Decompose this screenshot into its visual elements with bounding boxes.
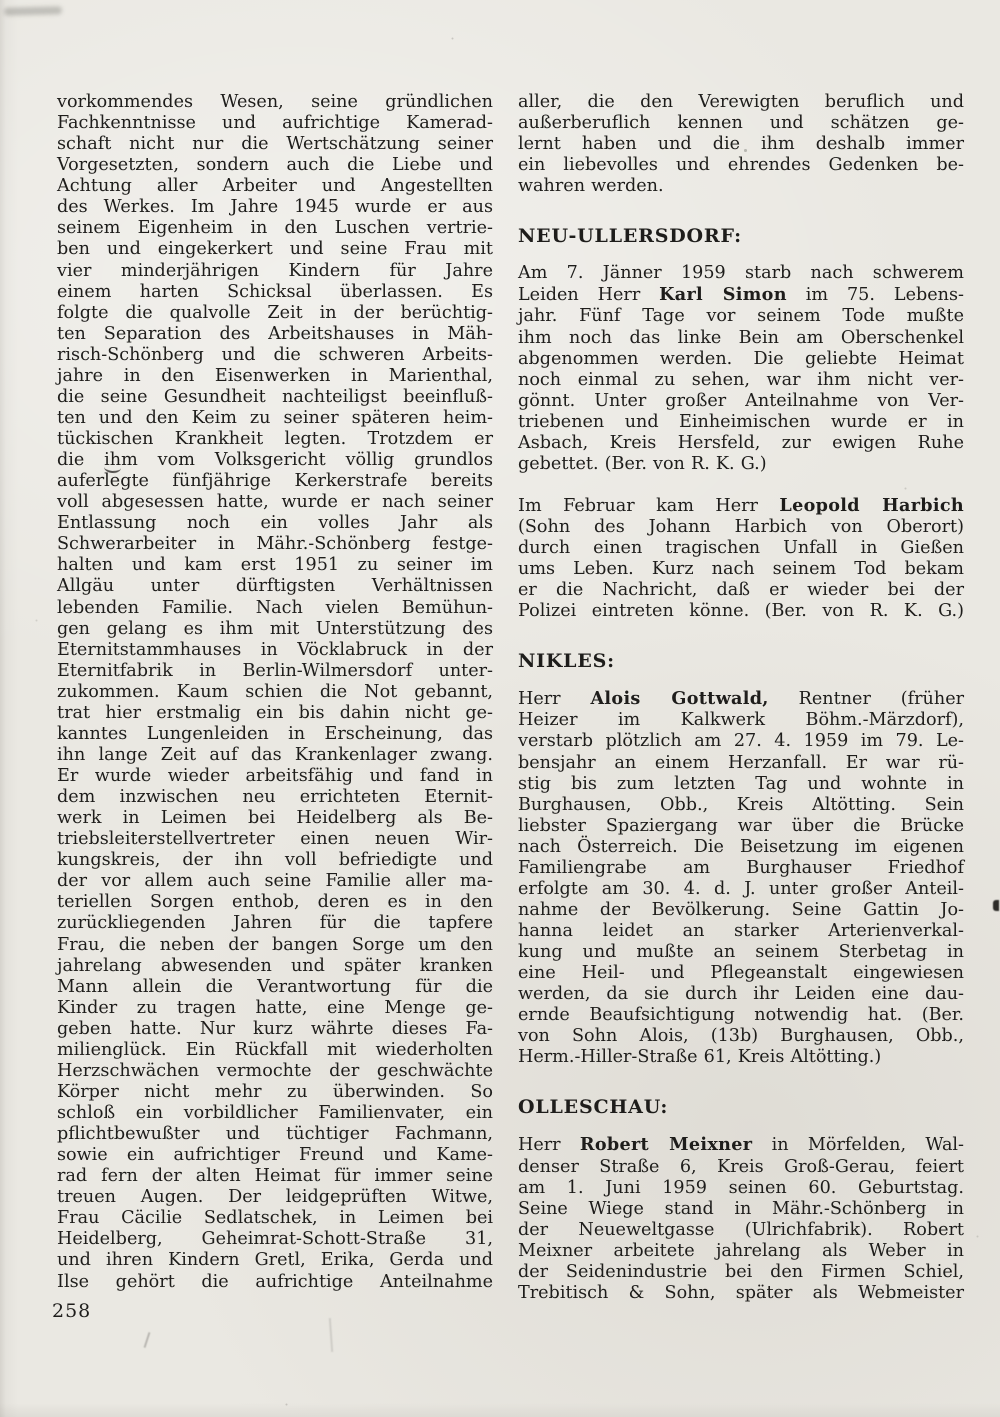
text-line: Körper nicht mehr zu überwinden. So bbox=[57, 1081, 493, 1102]
text-line: des Werkes. Im Jahre 1945 wurde er aus bbox=[57, 197, 493, 218]
text-line: halten und kam erst 1951 zu seiner im bbox=[57, 555, 493, 576]
text-line: vier minderjährigen Kindern für Jahre bbox=[57, 260, 493, 281]
text-line: Er wurde wieder arbeitsfähig und fand in bbox=[57, 766, 493, 786]
paragraph bbox=[518, 688, 964, 1068]
text-line: tückischen Krankheit legten. Trotzdem er bbox=[57, 429, 493, 449]
text-line: triebsleiterstellvertreter einen neuen Wir- bbox=[57, 829, 493, 850]
text-line: Familiengrabe am Burghauser Friedhof bbox=[518, 857, 964, 878]
section-heading-nikles: NIKLES: bbox=[518, 650, 615, 673]
paragraph bbox=[518, 263, 964, 475]
text-line: jahr. Fünf Tage vor seinem Tode mußte bbox=[518, 306, 964, 327]
text-line: Heidelberg, Geheimrat-Schott-Straße 31, bbox=[57, 1229, 493, 1250]
text-line: Leiden Herr Karl Simon im 75. Lebens- bbox=[518, 284, 964, 306]
text-line: dem inzwischen neu errichteten Eternit- bbox=[57, 787, 493, 808]
text-line: Vorgesetzten, sondern auch die Liebe und bbox=[57, 155, 493, 176]
text-line: Eternitstammhauses in Vöcklabruck in der bbox=[57, 639, 493, 660]
text-line: stig bis zum letzten Tag und wohnte in bbox=[518, 773, 964, 794]
text-line: kungskreis, der ihn voll befriedigte und bbox=[57, 850, 493, 871]
text-line: Mann allein die Verantwortung für die bbox=[57, 976, 493, 997]
text-line: Allgäu unter dürftigsten Verhältnissen bbox=[57, 576, 493, 597]
text-line: trat hier erstmalig ein bis dahin nicht ge- bbox=[57, 702, 493, 723]
text-line: gebettet. (Ber. von R. K. G.) bbox=[518, 453, 767, 474]
text-line: schloß ein vorbildlicher Familienvater, ein bbox=[57, 1103, 493, 1123]
text-line: zurückliegenden Jahren für die tapfere bbox=[57, 913, 493, 934]
text-line: Heizer im Kalkwerk Böhm.-Märzdorf), bbox=[518, 710, 964, 731]
text-line: außerberuflich kennen und schätzen ge- bbox=[518, 113, 964, 134]
text-line: triebenen und Einheimischen wurde er in bbox=[518, 411, 964, 432]
paragraph bbox=[518, 1134, 964, 1304]
scan-noise bbox=[0, 0, 1, 1]
text-line: nach Österreich. Die Beisetzung im eigenen bbox=[518, 836, 964, 857]
text-line: jahrelang abwesenden und später kranken bbox=[57, 955, 493, 976]
text-line: schaft nicht nur die Wertschätzung seiner bbox=[57, 134, 493, 155]
section-heading-neu-ullersdorf: NEU-ULLERSDORF: bbox=[518, 225, 742, 248]
paragraph bbox=[57, 92, 493, 1293]
text-line: Im Februar kam Herr Leopold Harbich bbox=[518, 494, 964, 516]
text-line: Schwerarbeiter in Mähr.-Schönberg festge- bbox=[57, 534, 493, 555]
text-line: ten und den Keim zu seiner späteren heim- bbox=[57, 407, 493, 428]
paragraph bbox=[518, 495, 964, 622]
text-line: lebenden Familie. Nach vielen Bemühun- bbox=[57, 597, 493, 618]
text-line: Polizei eintreten könne. (Ber. von R. K. G.) bbox=[518, 601, 964, 622]
text-line: der vor allem auch seine Familie aller ma- bbox=[57, 871, 493, 892]
text-line: lernt haben und die ihm deshalb immer bbox=[518, 134, 964, 155]
text-line: er die Nachricht, daß er wieder bei der bbox=[518, 580, 964, 601]
pencil-mark bbox=[144, 1332, 151, 1348]
text-line: eine Heil- und Pflegeanstalt eingewiesen bbox=[518, 963, 964, 984]
text-line: Herr Alois Gottwald, Rentner (früher bbox=[518, 688, 965, 710]
text-line: werden, da sie durch ihr Leiden eine dau- bbox=[518, 984, 964, 1005]
text-line: am 1. Juni 1959 seinen 60. Geburtstag. bbox=[518, 1177, 964, 1198]
text-line: teriellen Sorgen enthob, deren es in den bbox=[57, 892, 493, 913]
text-line: noch einmal zu sehen, war ihm nicht ver- bbox=[518, 369, 964, 390]
text-line: Entlassung noch ein volles Jahr als bbox=[57, 513, 493, 534]
text-line: treuen Augen. Der leidgeprüften Witwe, bbox=[57, 1187, 493, 1208]
column-right bbox=[518, 92, 964, 1304]
text-line: jahre in den Eisenwerken in Marienthal, bbox=[57, 365, 493, 386]
text-line: folgte die qualvolle Zeit in der berüchtig- bbox=[57, 302, 493, 323]
text-line: Frau, die neben der bangen Sorge um den bbox=[57, 934, 493, 955]
text-line: Kinder zu tragen hatte, eine Menge ge- bbox=[57, 997, 493, 1018]
text-line: ben und eingekerkert und seine Frau mit bbox=[57, 239, 493, 260]
text-line: die seine Gesundheit nachteiligst beeinfluß- bbox=[57, 386, 493, 407]
text-line: von Sohn Alois, (13b) Burghausen, Obb., bbox=[518, 1026, 964, 1047]
text-line: voll abgesessen hatte, wurde er nach seiner bbox=[57, 492, 493, 513]
scan-smudge bbox=[4, 6, 62, 16]
text-line: bensjahr an einem Herzanfall. Er war rü- bbox=[518, 752, 964, 773]
text-line: Burghausen, Obb., Kreis Altötting. Sein bbox=[518, 794, 964, 815]
text-line: ihm noch das linke Bein am Oberschenkel bbox=[518, 327, 964, 348]
text-line: Eternitfabrik in Berlin-Wilmersdorf unter- bbox=[57, 660, 493, 681]
text-line: Am 7. Jänner 1959 starb nach schwerem bbox=[518, 263, 964, 284]
paragraph bbox=[518, 92, 964, 197]
page-number: 258 bbox=[52, 1300, 92, 1322]
text-line: ums Leben. Kurz nach seinem Tod bekam bbox=[518, 559, 964, 580]
text-line: durch einen tragischen Unfall in Gießen bbox=[518, 538, 964, 559]
text-line: milienglück. Ein Rückfall mit wiederholten bbox=[57, 1039, 493, 1060]
text-line: kanntes Lungenleiden in Erscheinung, das bbox=[57, 723, 493, 744]
text-line: rad fern der alten Heimat für immer seine bbox=[57, 1166, 493, 1187]
text-line: Achtung aller Arbeiter und Angestellten bbox=[57, 176, 493, 197]
text-line: Meixner arbeitete jahrelang als Weber in bbox=[518, 1240, 964, 1261]
text-line: pflichtbewußter und tüchtiger Fachmann, bbox=[57, 1124, 493, 1145]
text-line: kung und mußte an seinem Sterbetag in bbox=[518, 942, 964, 963]
text-line: Trebitisch & Sohn, später als Webmeister bbox=[518, 1282, 964, 1303]
text-line: gönnt. Unter großer Anteilnahme von Ver- bbox=[518, 390, 964, 411]
text-line: der Seidenindustrie bei den Firmen Schiel, bbox=[518, 1261, 964, 1282]
scan-speck bbox=[993, 900, 999, 911]
text-line: Frau Cäcilie Sedlatschek, in Leimen bei bbox=[57, 1208, 493, 1229]
text-line: Herm.-Hiller-Straße 61, Kreis Altötting.) bbox=[518, 1047, 882, 1068]
text-line: auferlegte fünfjährige Kerkerstrafe bereits bbox=[57, 471, 493, 492]
text-line: ernde Beaufsichtigung notwendig hat. (Ber. bbox=[518, 1005, 964, 1026]
text-line: Asbach, Kreis Hersfeld, zur ewigen Ruhe bbox=[518, 432, 964, 453]
text-line: liebster Spaziergang war über die Brücke bbox=[518, 815, 964, 836]
text-line: denser Straße 6, Kreis Groß-Gerau, feiert bbox=[518, 1156, 964, 1177]
text-line: sowie ein aufrichtiger Freund und Kame- bbox=[57, 1145, 493, 1166]
text-line: hanna leidet an starker Arterienverkal- bbox=[518, 921, 964, 941]
text-line: gen gelang es ihm mit Unterstützung des bbox=[57, 618, 493, 639]
text-line: Herzschwächen vermochte der geschwächte bbox=[57, 1060, 493, 1081]
text-line: zukommen. Kaum schien die Not gebannt, bbox=[57, 681, 493, 702]
text-line: verstarb plötzlich am 27. 4. 1959 im 79. Le- bbox=[518, 731, 964, 752]
text-line: vorkommendes Wesen, seine gründlichen bbox=[57, 92, 493, 112]
text-line: der Neueweltgasse (Ulrichfabrik). Robert bbox=[518, 1219, 964, 1240]
text-line: und ihren Kindern Gretl, Erika, Gerda und bbox=[57, 1250, 493, 1271]
column-left bbox=[57, 92, 493, 1293]
text-line: abgenommen werden. Die geliebte Heimat bbox=[518, 348, 964, 369]
section-heading-olleschau: OLLESCHAU: bbox=[518, 1096, 669, 1119]
text-line: nahme der Bevölkerung. Seine Gattin Jo- bbox=[518, 899, 964, 920]
text-line: risch-Schönberg und die schweren Arbeits- bbox=[57, 344, 493, 365]
pencil-mark bbox=[329, 1318, 333, 1352]
text-line: wahren werden. bbox=[518, 176, 664, 197]
text-line: erfolgte am 30. 4. d. J. unter großer Anteil- bbox=[518, 878, 964, 899]
text-line: seinem Eigenheim in den Luschen vertrie- bbox=[57, 218, 493, 239]
text-line: ihn lange Zeit auf das Krankenlager zwang. bbox=[57, 744, 493, 765]
text-line: einem harten Schicksal überlassen. Es bbox=[57, 281, 493, 302]
text-line: Seine Wiege stand in Mähr.-Schönberg in bbox=[518, 1198, 964, 1219]
text-line: ten Separation des Arbeitshauses in Mäh- bbox=[57, 323, 493, 344]
text-line: aller, die den Verewigten beruflich und bbox=[518, 92, 964, 112]
text-line: Herr Robert Meixner in Mörfelden, Wal- bbox=[518, 1134, 965, 1156]
text-line: Fachkenntnisse und aufrichtige Kamerad- bbox=[57, 113, 493, 134]
text-line: geben hatte. Nur kurz währte dieses Fa- bbox=[57, 1018, 493, 1039]
text-line: Ilse gehört die aufrichtige Anteilnahme bbox=[57, 1271, 493, 1292]
text-line: ein liebevolles und ehrendes Gedenken be- bbox=[518, 155, 964, 176]
text-line: die ihm vom Volksgericht völlig grundlos bbox=[57, 450, 493, 471]
text-line: (Sohn des Johann Harbich von Oberort) bbox=[518, 517, 964, 537]
text-line: werk in Leimen bei Heidelberg als Be- bbox=[57, 808, 493, 829]
